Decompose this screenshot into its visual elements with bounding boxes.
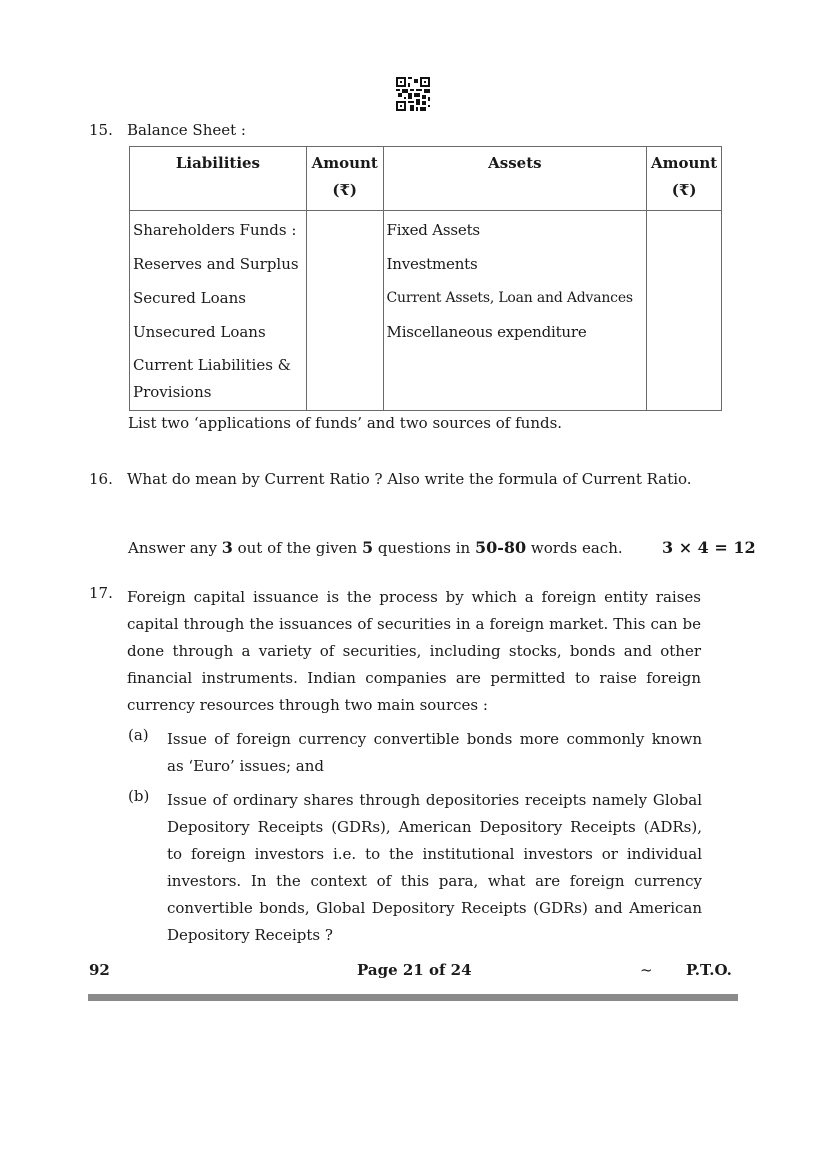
liability-item: Current Liabilities & Provisions — [133, 356, 292, 401]
question-number: 16. — [89, 470, 113, 488]
table-row — [130, 211, 722, 411]
sub-text: Issue of foreign currency convertible bonds more commonly known as ‘Euro’ issues; and — [167, 730, 702, 775]
assets-cell — [383, 211, 647, 411]
question-title: Balance Sheet : — [127, 121, 246, 139]
amount-right-cell — [647, 211, 722, 411]
rupee-unit: (₹) — [332, 181, 358, 199]
asset-item: Current Assets, Loan and Advances — [386, 290, 633, 306]
asset-item: Fixed Assets — [386, 221, 480, 239]
section-marks: 3 × 4 = 12 — [662, 538, 756, 557]
table-header-row — [130, 147, 722, 211]
sub-label: (a) — [128, 726, 149, 744]
amount-left-cell — [306, 211, 383, 411]
rupee-unit: (₹) — [671, 181, 697, 199]
question-text: Foreign capital issuance is the process by which a foreign entity raises capital through the issuances of securities in a foreign market. This can be done through a variety of securities, including stocks, bonds and other financial instruments. Indian companies are permitted to raise foreign currency resources through two main sources : — [127, 588, 701, 714]
question-number: 15. — [89, 121, 113, 139]
sub-label: (b) — [128, 787, 150, 805]
asset-item: Miscellaneous expenditure — [386, 323, 587, 341]
sub-text: Issue of ordinary shares through depositories receipts namely Global Depository Receipts (GDRs), American Depository Receipts (ADRs), to foreign investors i.e. to the institutional investors or individual investors. In the context of this para, what are foreign currency convertible bonds, Global Depository Receipts (GDRs) and American Depository Receipts ? — [167, 791, 702, 944]
liability-item: Reserves and Surplus — [133, 255, 299, 273]
question-15-prompt: List two ‘applications of funds’ and two sources of funds. — [128, 414, 563, 432]
pto-label: P.T.O. — [686, 961, 732, 979]
liabilities-cell — [130, 211, 307, 411]
asset-item: Investments — [386, 255, 478, 273]
question-number: 17. — [89, 584, 113, 602]
qr-code — [396, 77, 430, 111]
header-assets: Assets — [383, 147, 647, 211]
question-text: What do mean by Current Ratio ? Also write the formula of Current Ratio. — [127, 470, 692, 488]
section-instruction: Answer any 3 out of the given 5 questions in 50-80 words each. — [128, 538, 623, 557]
liability-item: Unsecured Loans — [133, 323, 266, 341]
footer-divider — [88, 994, 738, 1001]
balance-sheet-table — [129, 146, 722, 411]
footer-tilde: ~ — [640, 961, 653, 979]
header-amount-right: Amount (₹) — [647, 147, 722, 211]
header-liabilities: Liabilities — [130, 147, 307, 211]
liability-item: Shareholders Funds : — [133, 221, 297, 239]
header-amount-left: Amount (₹) — [306, 147, 383, 211]
page-number: Page 21 of 24 — [357, 961, 472, 979]
paper-code: 92 — [89, 961, 110, 979]
liability-item: Secured Loans — [133, 289, 246, 307]
